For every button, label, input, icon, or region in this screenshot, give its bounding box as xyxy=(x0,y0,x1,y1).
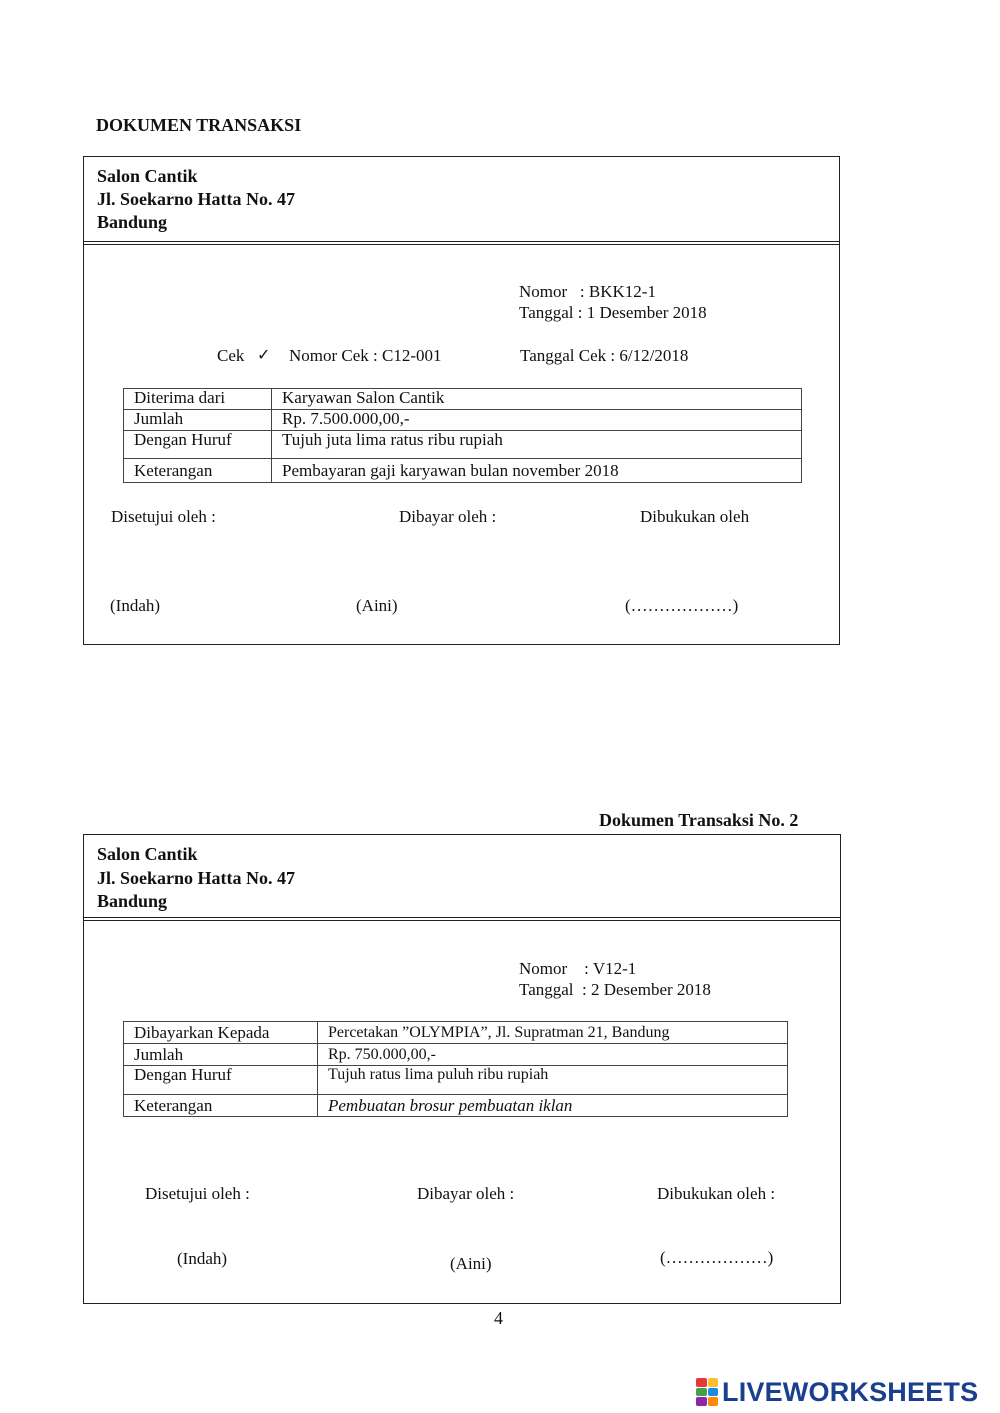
booked-by-label: Dibukukan oleh xyxy=(640,507,750,526)
row-label: Jumlah xyxy=(124,1044,318,1066)
booked-by-name: (………………) xyxy=(660,1248,774,1267)
row-label: Keterangan xyxy=(124,1095,318,1117)
approved-by-name: (Indah) xyxy=(110,596,161,615)
row-value: Karyawan Salon Cantik xyxy=(272,389,802,410)
table-row xyxy=(124,459,802,483)
check-number: Nomor Cek : C12-001 xyxy=(289,346,442,365)
transaction-document-2 xyxy=(83,834,841,1304)
row-label: Keterangan xyxy=(124,459,272,483)
row-value: Percetakan ”OLYMPIA”, Jl. Supratman 21, Bandung xyxy=(318,1022,788,1044)
company-city: Bandung xyxy=(97,891,168,911)
company-city: Bandung xyxy=(97,212,168,232)
row-value: Rp. 7.500.000,00,- xyxy=(272,410,802,431)
row-label: Dengan Huruf xyxy=(124,431,272,459)
row-label: Jumlah xyxy=(124,410,272,431)
table-row xyxy=(124,410,802,431)
page-number: 4 xyxy=(494,1308,503,1328)
paid-by-name: (Aini) xyxy=(450,1254,492,1273)
company-address: Jl. Soekarno Hatta No. 47 xyxy=(97,189,295,209)
approved-by-name: (Indah) xyxy=(177,1249,228,1268)
paid-by-label: Dibayar oleh : xyxy=(417,1184,515,1203)
paid-by-label: Dibayar oleh : xyxy=(399,507,497,526)
table-row xyxy=(124,431,802,459)
page-title: DOKUMEN TRANSAKSI xyxy=(96,115,302,135)
transaction-detail-table xyxy=(123,1021,788,1117)
company-address: Jl. Soekarno Hatta No. 47 xyxy=(97,868,295,888)
row-label: Dengan Huruf xyxy=(124,1066,318,1095)
table-row xyxy=(124,1066,788,1095)
liveworksheets-logo xyxy=(696,1374,978,1410)
company-name: Salon Cantik xyxy=(97,844,198,864)
booked-by-label: Dibukukan oleh : xyxy=(657,1184,776,1203)
document-number: Nomor : V12-1 xyxy=(519,959,637,978)
liveworksheets-wordmark: LIVEWORKSHEETS xyxy=(722,1376,979,1407)
row-value: Pembuatan brosur pembuatan iklan xyxy=(318,1095,788,1117)
paid-by-name: (Aini) xyxy=(356,596,398,615)
booked-by-name: (………………) xyxy=(625,596,739,615)
document-2-heading: Dokumen Transaksi No. 2 xyxy=(599,810,799,830)
liveworksheets-logo-icon xyxy=(696,1378,718,1406)
table-row xyxy=(124,1095,788,1117)
transaction-document-1 xyxy=(83,156,840,645)
approved-by-label: Disetujui oleh : xyxy=(111,507,216,526)
check-date: Tanggal Cek : 6/12/2018 xyxy=(520,346,689,365)
checkmark-icon: ✓ xyxy=(257,347,271,364)
row-value: Tujuh ratus lima puluh ribu rupiah xyxy=(318,1066,788,1095)
row-value: Pembayaran gaji karyawan bulan november 2018 xyxy=(272,459,802,483)
row-value: Rp. 750.000,00,- xyxy=(318,1044,788,1066)
table-row xyxy=(124,389,802,410)
row-label: Diterima dari xyxy=(124,389,272,410)
transaction-detail-table xyxy=(123,388,802,483)
header-divider xyxy=(84,917,840,921)
cek-label: Cek xyxy=(217,346,245,365)
row-label: Dibayarkan Kepada xyxy=(124,1022,318,1044)
document-date: Tanggal : 2 Desember 2018 xyxy=(519,980,711,999)
document-date: Tanggal : 1 Desember 2018 xyxy=(519,303,707,322)
row-value: Tujuh juta lima ratus ribu rupiah xyxy=(272,431,802,459)
document-number: Nomor : BKK12-1 xyxy=(519,282,656,301)
table-row xyxy=(124,1044,788,1066)
approved-by-label: Disetujui oleh : xyxy=(145,1184,250,1203)
table-row xyxy=(124,1022,788,1044)
company-name: Salon Cantik xyxy=(97,166,198,186)
header-divider xyxy=(84,241,839,245)
